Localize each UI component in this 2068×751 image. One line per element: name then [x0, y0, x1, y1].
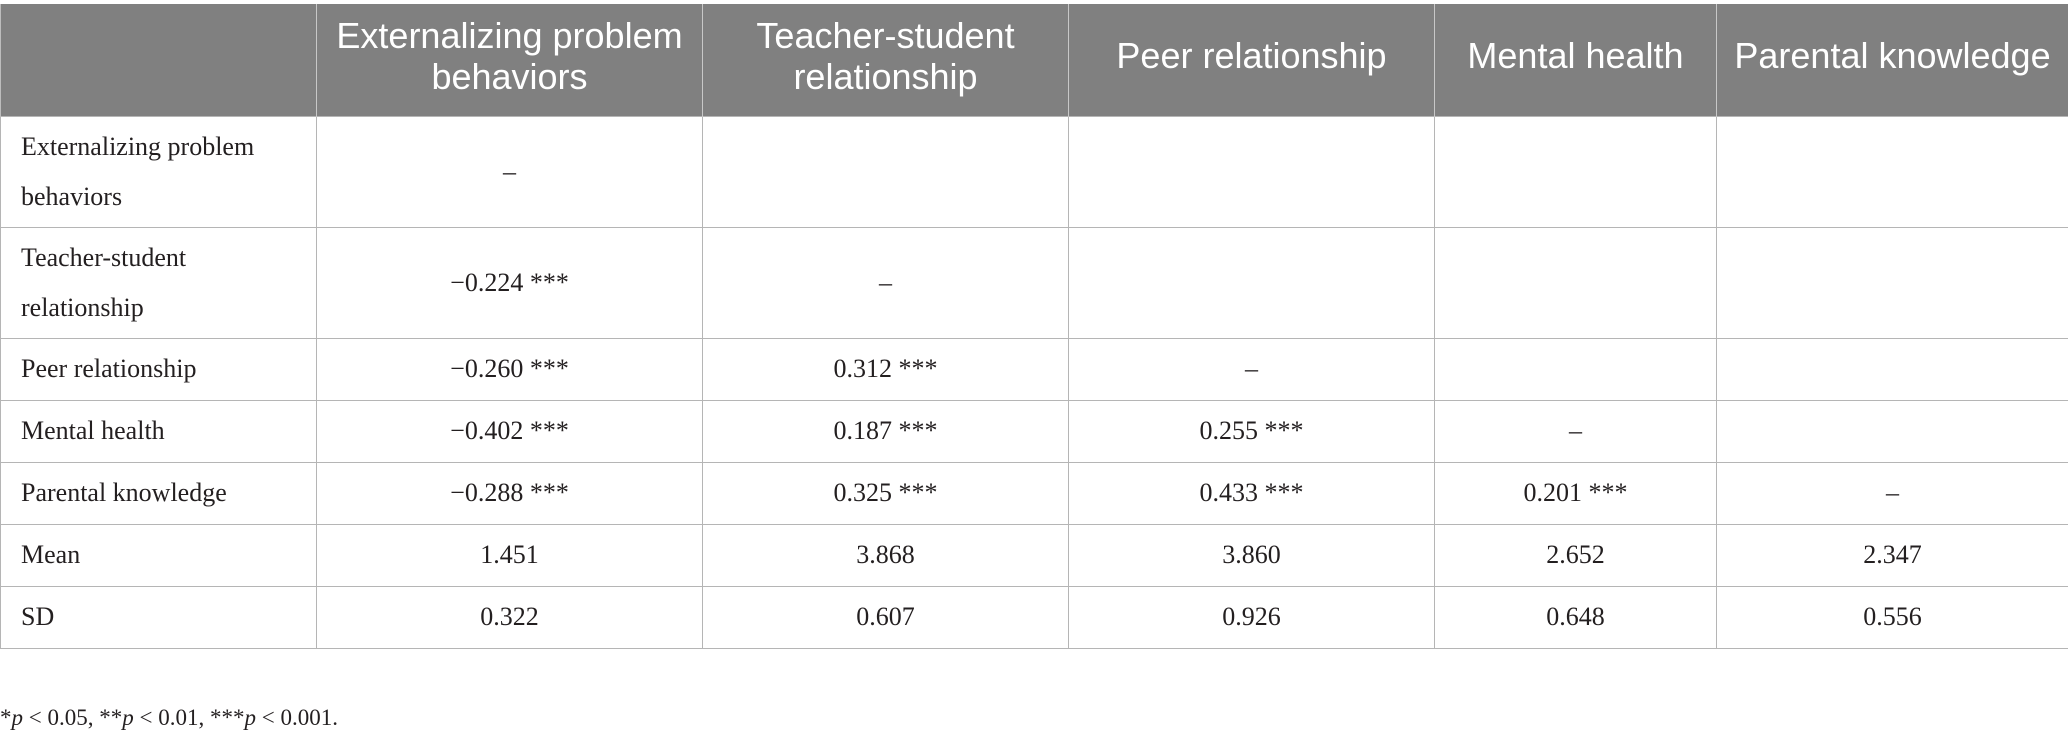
table-cell: 0.556 [1717, 586, 2068, 648]
table-cell: – [317, 116, 703, 227]
table-footnote: *p < 0.05, **p < 0.01, ***p < 0.001. [0, 705, 338, 730]
table-cell [1717, 338, 2068, 400]
table-cell [1435, 116, 1717, 227]
table-cell: 0.312 *** [703, 338, 1069, 400]
table-cell: 3.868 [703, 524, 1069, 586]
column-header-teacher-student-relationship [703, 4, 1069, 116]
table-cell [1435, 227, 1717, 338]
table-cell: 0.607 [703, 586, 1069, 648]
table-cell: 0.648 [1435, 586, 1717, 648]
table-cell: 0.255 *** [1069, 400, 1435, 462]
row-label: Externalizing problem behaviors [1, 116, 317, 227]
row-label: Teacher-student relationship [1, 227, 317, 338]
table-cell: 0.433 *** [1069, 462, 1435, 524]
column-header-label: Teacher-student relationship [756, 14, 1015, 97]
table-cell: −0.402 *** [317, 400, 703, 462]
table-row-sd [1, 586, 2068, 648]
table-cell: – [1435, 400, 1717, 462]
table-cell: 2.347 [1717, 524, 2068, 586]
table-cell: – [1069, 338, 1435, 400]
row-label: Peer relationship [1, 338, 317, 400]
column-header-mental-health [1435, 4, 1717, 116]
table-cell: – [1717, 462, 2068, 524]
column-header-label: Parental knowledge [1734, 35, 2051, 77]
table-cell: 0.322 [317, 586, 703, 648]
column-header-label: Mental health [1467, 35, 1684, 77]
table-cell: 0.325 *** [703, 462, 1069, 524]
table-cell [1717, 116, 2068, 227]
table-cell: −0.260 *** [317, 338, 703, 400]
table-cell: 1.451 [317, 524, 703, 586]
column-header-label: Externalizing problem behaviors [336, 14, 683, 97]
row-label: Mental health [1, 400, 317, 462]
row-label: Parental knowledge [1, 462, 317, 524]
table-cell: 0.187 *** [703, 400, 1069, 462]
table-cell: 3.860 [1069, 524, 1435, 586]
table-row-teacher-student-relationship [1, 227, 2068, 338]
table-cell: – [703, 227, 1069, 338]
table-cell [1069, 227, 1435, 338]
table-body [1, 116, 2068, 648]
row-label: Mean [1, 524, 317, 586]
table-row-peer-relationship [1, 338, 2068, 400]
correlation-table [0, 4, 2068, 649]
column-header-peer-relationship [1069, 4, 1435, 116]
header-row [1, 4, 2068, 116]
table-cell [1717, 400, 2068, 462]
table-cell: 0.201 *** [1435, 462, 1717, 524]
table-cell: −0.224 *** [317, 227, 703, 338]
row-label: SD [1, 586, 317, 648]
table-row-parental-knowledge [1, 462, 2068, 524]
table-cell: 2.652 [1435, 524, 1717, 586]
table-row-mean [1, 524, 2068, 586]
table-cell [1069, 116, 1435, 227]
column-header-label: Peer relationship [1116, 35, 1387, 77]
table-cell: 0.926 [1069, 586, 1435, 648]
table-row-mental-health [1, 400, 2068, 462]
table-cell: −0.288 *** [317, 462, 703, 524]
table-cell [1435, 338, 1717, 400]
table-cell [1717, 227, 2068, 338]
column-header-externalizing-problem-behaviors [317, 4, 703, 116]
header-corner-cell [1, 4, 317, 116]
table-header [1, 4, 2068, 116]
table-row-externalizing-problem-behaviors [1, 116, 2068, 227]
column-header-parental-knowledge [1717, 4, 2068, 116]
table-cell [703, 116, 1069, 227]
